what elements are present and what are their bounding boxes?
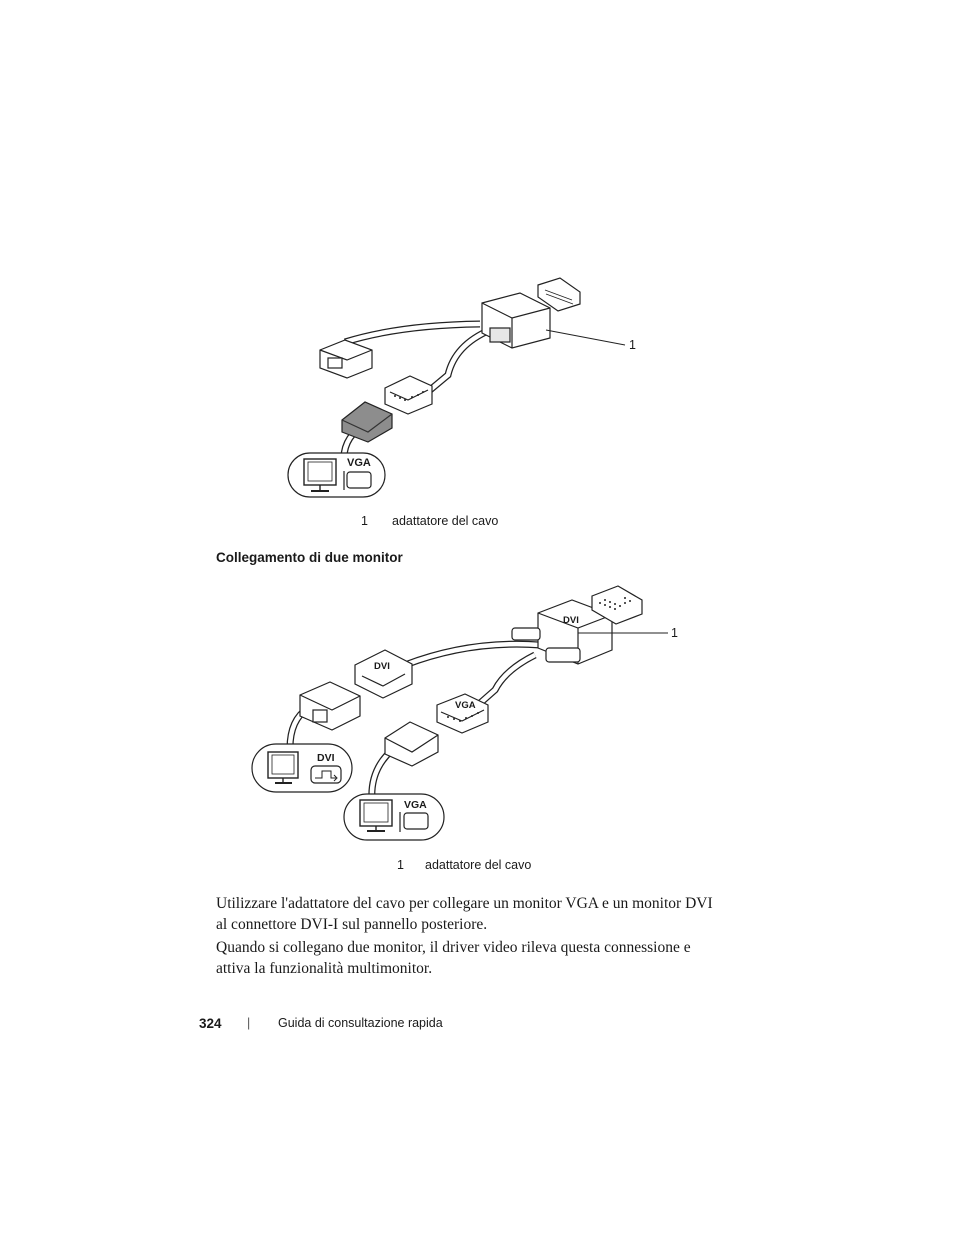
dvi-plug — [355, 650, 412, 698]
vga-port-label: VGA — [347, 457, 371, 469]
dvi-port-label: DVI — [317, 752, 335, 764]
footer-separator: | — [247, 1016, 251, 1030]
footer-title: Guida di consultazione rapida — [278, 1016, 443, 1030]
callout-number: 1 — [629, 338, 636, 352]
figure-2-legend-text: adattatore del cavo — [425, 858, 532, 872]
page-number: 324 — [199, 1016, 222, 1031]
vga-plug-label: VGA — [455, 700, 476, 711]
dvi-plug-label: DVI — [374, 661, 390, 672]
vga-monitor-plug-2 — [385, 722, 438, 766]
paragraph-1: Utilizzare l'adattatore del cavo per collegare un monitor VGA e un monitor DVI al connettore DVI-I sul pannello posteriore. — [216, 895, 713, 933]
adapter-dvi-label: DVI — [563, 615, 579, 626]
callout-number-2: 1 — [671, 626, 678, 640]
figure-1-legend-text: adattatore del cavo — [392, 514, 499, 528]
dvi-monitor-plug — [300, 682, 360, 730]
figure-2-legend-number: 1 — [397, 858, 404, 872]
vga-back-panel-2 — [344, 794, 444, 840]
vga-port-label-2: VGA — [404, 799, 427, 811]
figure-1-legend-number: 1 — [361, 514, 368, 528]
paragraph-2: Quando si collegano due monitor, il driver video rileva questa connessione e attiva la funzionalità multimonitor. — [216, 939, 691, 977]
section-heading: Collegamento di due monitor — [216, 550, 403, 565]
